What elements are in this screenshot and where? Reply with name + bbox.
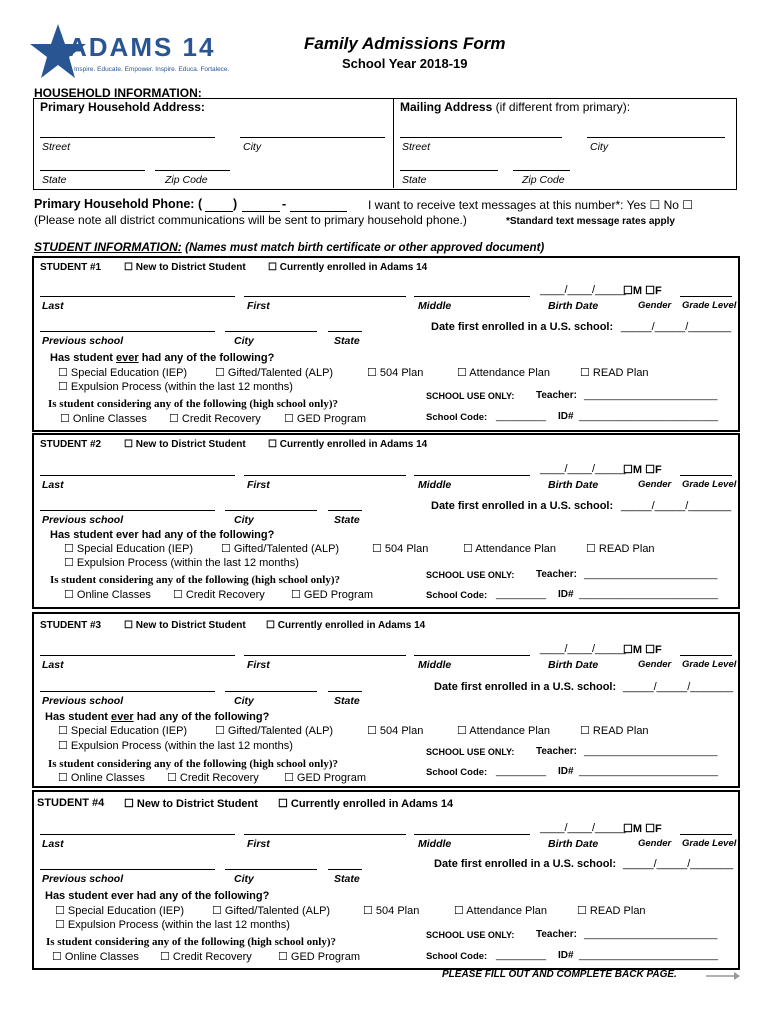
zip-label: Zip Code [165,174,208,186]
student-3-label: STUDENT #3 [40,620,102,631]
school-state-field[interactable] [328,510,362,511]
mailing-note: (if different from primary): [495,100,631,114]
birth-date-label: Birth Date [548,659,599,671]
phone-close: ) [233,197,238,211]
school-code-field[interactable]: _________ [496,950,547,961]
mailing-label: Mailing Address [400,100,493,114]
street-label: Street [402,141,431,153]
birth-date-label: Birth Date [548,300,599,312]
gt-checkbox[interactable]: ☐ Gifted/Talented (ALP) [221,543,340,555]
id-field[interactable]: _________________________ [579,766,719,777]
considering-question: Is student considering any of the following (high school only)? [46,936,337,948]
grade-label: Grade Level [682,300,737,311]
online-checkbox[interactable]: ☐ Online Classes [58,772,145,784]
city-label: City [234,514,254,526]
considering-question: Is student considering any of the following (high school only)? [48,398,339,410]
school-state-field[interactable] [328,331,362,332]
teacher-field[interactable]: ________________________ [584,390,718,401]
student-2-label: STUDENT #2 [40,439,102,450]
teacher-label: Teacher: [536,569,577,580]
grade-label: Grade Level [682,838,737,849]
middle-name-field[interactable] [414,475,530,476]
currently-enrolled-checkbox[interactable]: ☐ Currently enrolled in Adams 14 [268,439,428,450]
city-label: City [234,335,254,347]
date-us-label: Date first enrolled in a U.S. school: [431,500,614,512]
first-label: First [247,838,270,850]
student-info-note: (Names must match birth certificate or other approved document) [185,242,545,254]
last-label: Last [42,479,64,491]
grade-label: Grade Level [682,659,737,670]
previous-school-field[interactable] [40,331,215,332]
has-student-question [45,711,269,723]
primary-zip-field[interactable] [155,170,230,171]
currently-enrolled-checkbox[interactable]: ☐ Currently enrolled in Adams 14 [266,620,426,631]
read-plan-checkbox[interactable]: ☐ READ Plan [586,543,655,555]
mailing-street-field[interactable] [400,137,562,138]
zip-label: Zip Code [522,174,565,186]
previous-school-field[interactable] [40,691,215,692]
id-label: ID# [558,589,574,600]
iep-checkbox[interactable]: ☐ Special Education (IEP) [55,905,185,917]
considering-question: Is student considering any of the following (high school only)? [50,574,341,586]
attendance-checkbox[interactable]: ☐ Attendance Plan [457,367,551,379]
first-name-field[interactable] [244,475,406,476]
date-us-label: Date first enrolled in a U.S. school: [434,858,617,870]
middle-label: Middle [418,838,452,850]
online-checkbox[interactable]: ☐ Online Classes [52,951,139,963]
phone-label: Primary Household Phone: [34,197,195,211]
previous-school-label: Previous school [42,514,124,526]
previous-school-label: Previous school [42,695,124,707]
teacher-label: Teacher: [536,390,577,401]
gender-label: Gender [638,838,672,849]
teacher-label: Teacher: [536,746,577,757]
last-name-field[interactable] [40,296,235,297]
read-plan-checkbox[interactable]: ☐ READ Plan [577,905,646,917]
school-use-label: SCHOOL USE ONLY: [426,930,515,940]
plan-504-checkbox[interactable]: ☐ 504 Plan [372,543,429,555]
last-label: Last [42,838,64,850]
last-label: Last [42,659,64,671]
middle-label: Middle [418,659,452,671]
expulsion-checkbox[interactable]: ☐ Expulsion Process (within the last 12 months) [58,381,293,393]
previous-school-label: Previous school [42,873,124,885]
date-us-field[interactable]: _____/_____/_______ [621,321,732,333]
arrow-right-icon [706,968,740,986]
birth-date-field[interactable]: ____/____/_____ [540,643,626,655]
school-city-field[interactable] [225,331,317,332]
plan-504-checkbox[interactable]: ☐ 504 Plan [363,905,420,917]
school-code-field[interactable]: _________ [496,411,547,422]
city-label: City [590,141,609,153]
street-label: Street [42,141,71,153]
primary-street-field[interactable] [40,137,215,138]
gt-checkbox[interactable]: ☐ Gifted/Talented (ALP) [212,905,331,917]
state-label: State [402,174,427,186]
currently-enrolled-checkbox[interactable]: ☐ Currently enrolled in Adams 14 [278,798,454,810]
considering-question: Is student considering any of the following (high school only)? [48,758,339,770]
credit-checkbox[interactable]: ☐ Credit Recovery [173,589,265,601]
id-field[interactable]: _________________________ [579,950,719,961]
city-label: City [234,873,254,885]
phone-prefix-field[interactable] [242,211,280,212]
school-year: School Year 2018-19 [342,56,468,71]
state-label: State [334,873,360,885]
school-use-label: SCHOOL USE ONLY: [426,570,515,580]
household-divider [393,98,394,188]
school-use-label: SCHOOL USE ONLY: [426,747,515,757]
student-1-label: STUDENT #1 [40,262,102,273]
previous-school-field[interactable] [40,869,215,870]
last-name-field[interactable] [40,475,235,476]
school-code-label: School Code: [426,412,488,423]
expulsion-checkbox[interactable]: ☐ Expulsion Process (within the last 12 months) [55,919,290,931]
school-state-field[interactable] [328,869,362,870]
gender-label: Gender [638,659,672,670]
id-field[interactable]: _________________________ [579,411,719,422]
has-student-question: Has student ever had any of the following? [50,529,275,541]
id-field[interactable]: _________________________ [579,589,719,600]
id-label: ID# [558,411,574,422]
grade-field[interactable] [680,475,732,476]
state-label: State [334,514,360,526]
student-4-label: STUDENT #4 [37,797,105,809]
grade-field[interactable] [680,655,732,656]
iep-checkbox[interactable]: ☐ Special Education (IEP) [58,725,188,737]
attendance-checkbox[interactable]: ☐ Attendance Plan [463,543,557,555]
school-code-label: School Code: [426,951,488,962]
school-city-field[interactable] [225,510,317,511]
footer-note: PLEASE FILL OUT AND COMPLETE BACK PAGE. [442,969,677,980]
gender-checkboxes[interactable]: ☐M ☐F [623,464,662,476]
household-note: (Please note all district communications will be sent to primary household phone.) [34,213,467,227]
middle-name-field[interactable] [414,655,530,656]
previous-school-label: Previous school [42,335,124,347]
form-title: Family Admissions Form [304,34,506,53]
credit-checkbox[interactable]: ☐ Credit Recovery [160,951,252,963]
date-us-field[interactable]: _____/_____/_______ [621,500,732,512]
credit-checkbox[interactable]: ☐ Credit Recovery [169,413,261,425]
birth-date-field[interactable]: ____/____/_____ [540,463,626,475]
school-code-field[interactable]: _________ [496,766,547,777]
gt-checkbox[interactable]: ☐ Gifted/Talented (ALP) [215,725,334,737]
attendance-checkbox[interactable]: ☐ Attendance Plan [454,905,548,917]
has-student-question [50,352,274,364]
mailing-city-field[interactable] [587,137,725,138]
city-label: City [234,695,254,707]
first-label: First [247,479,270,491]
state-label: State [334,335,360,347]
school-city-field[interactable] [225,691,317,692]
new-to-district-checkbox[interactable]: ☐ New to District Student [124,620,246,631]
iep-checkbox[interactable]: ☐ Special Education (IEP) [64,543,194,555]
new-to-district-checkbox[interactable]: ☐ New to District Student [124,798,258,810]
last-name-field[interactable] [40,834,235,835]
middle-label: Middle [418,300,452,312]
teacher-field[interactable]: ________________________ [584,929,718,940]
q-ever: ever [116,352,139,364]
middle-name-field[interactable] [414,296,530,297]
read-plan-checkbox[interactable]: ☐ READ Plan [580,367,649,379]
online-checkbox[interactable]: ☐ Online Classes [60,413,147,425]
mailing-state-field[interactable] [400,170,498,171]
new-to-district-checkbox[interactable]: ☐ New to District Student [124,262,246,273]
id-label: ID# [558,950,574,961]
previous-school-field[interactable] [40,510,215,511]
last-name-field[interactable] [40,655,235,656]
ged-checkbox[interactable]: ☐ GED Program [284,413,366,425]
date-us-field[interactable]: _____/_____/_______ [623,858,734,870]
gender-label: Gender [638,300,672,311]
gender-checkboxes[interactable]: ☐M ☐F [623,823,662,835]
school-code-label: School Code: [426,590,488,601]
id-label: ID# [558,766,574,777]
plan-504-checkbox[interactable]: ☐ 504 Plan [367,367,424,379]
date-us-label: Date first enrolled in a U.S. school: [434,681,617,693]
birth-date-field[interactable]: ____/____/_____ [540,284,626,296]
school-city-field[interactable] [225,869,317,870]
plan-504-checkbox[interactable]: ☐ 504 Plan [367,725,424,737]
student-info-heading-row [34,240,544,254]
household-heading: HOUSEHOLD INFORMATION: [34,86,202,100]
school-use-label: SCHOOL USE ONLY: [426,391,515,401]
grade-field[interactable] [680,834,732,835]
gt-checkbox[interactable]: ☐ Gifted/Talented (ALP) [215,367,334,379]
logo [28,22,228,82]
phone-open: ( [198,197,203,211]
primary-address-label: Primary Household Address: [40,100,205,114]
state-label: State [334,695,360,707]
q-ever: ever [111,711,134,723]
expulsion-checkbox[interactable]: ☐ Expulsion Process (within the last 12 months) [64,557,299,569]
first-label: First [247,300,270,312]
birth-date-field[interactable]: ____/____/_____ [540,822,626,834]
phone-dash: - [282,197,287,211]
school-code-label: School Code: [426,767,488,778]
q-post: had any of the following? [138,352,275,364]
new-to-district-checkbox[interactable]: ☐ New to District Student [124,439,246,450]
middle-name-field[interactable] [414,834,530,835]
q-post: had any of the following? [133,711,270,723]
iep-checkbox[interactable]: ☐ Special Education (IEP) [58,367,188,379]
expulsion-checkbox[interactable]: ☐ Expulsion Process (within the last 12 months) [58,740,293,752]
grade-label: Grade Level [682,479,737,490]
first-name-field[interactable] [244,296,406,297]
birth-date-label: Birth Date [548,838,599,850]
primary-city-field[interactable] [240,137,385,138]
gender-label: Gender [638,479,672,490]
ged-checkbox[interactable]: ☐ GED Program [278,951,360,963]
last-label: Last [42,300,64,312]
mailing-zip-field[interactable] [513,170,570,171]
date-us-field[interactable]: _____/_____/_______ [623,681,734,693]
first-label: First [247,659,270,671]
phone-area-field[interactable] [205,211,233,212]
mailing-address-label [400,100,630,114]
online-checkbox[interactable]: ☐ Online Classes [64,589,151,601]
student-info-heading: STUDENT INFORMATION: [34,240,182,254]
attendance-checkbox[interactable]: ☐ Attendance Plan [457,725,551,737]
grade-field[interactable] [680,296,732,297]
phone-number-field[interactable] [290,211,347,212]
q-pre: Has student [50,352,117,364]
state-label: State [42,174,67,186]
gender-checkboxes[interactable]: ☐M ☐F [623,644,662,656]
teacher-label: Teacher: [536,929,577,940]
gender-checkboxes[interactable]: ☐M ☐F [623,285,662,297]
has-student-question: Has student ever had any of the following? [45,890,270,902]
teacher-field[interactable]: ________________________ [584,569,718,580]
logo-tagline: Inspire. Educate. Empower. Inspire. Educa. Fortalece. [74,66,230,73]
teacher-field[interactable]: ________________________ [584,746,718,757]
credit-checkbox[interactable]: ☐ Credit Recovery [167,772,259,784]
first-name-field[interactable] [244,655,406,656]
currently-enrolled-checkbox[interactable]: ☐ Currently enrolled in Adams 14 [268,262,428,273]
date-us-label: Date first enrolled in a U.S. school: [431,321,614,333]
text-question[interactable]: I want to receive text messages at this number*: Yes ☐ No ☐ [368,198,694,212]
first-name-field[interactable] [244,834,406,835]
birth-date-label: Birth Date [548,479,599,491]
school-state-field[interactable] [328,691,362,692]
school-code-field[interactable]: _________ [496,589,547,600]
q-pre: Has student [45,711,112,723]
city-label: City [243,141,262,153]
rates-note: *Standard text message rates apply [506,216,675,227]
ged-checkbox[interactable]: ☐ GED Program [291,589,373,601]
read-plan-checkbox[interactable]: ☐ READ Plan [580,725,649,737]
ged-checkbox[interactable]: ☐ GED Program [284,772,366,784]
primary-state-field[interactable] [40,170,145,171]
middle-label: Middle [418,479,452,491]
logo-name: ADAMS 14 [68,32,216,62]
